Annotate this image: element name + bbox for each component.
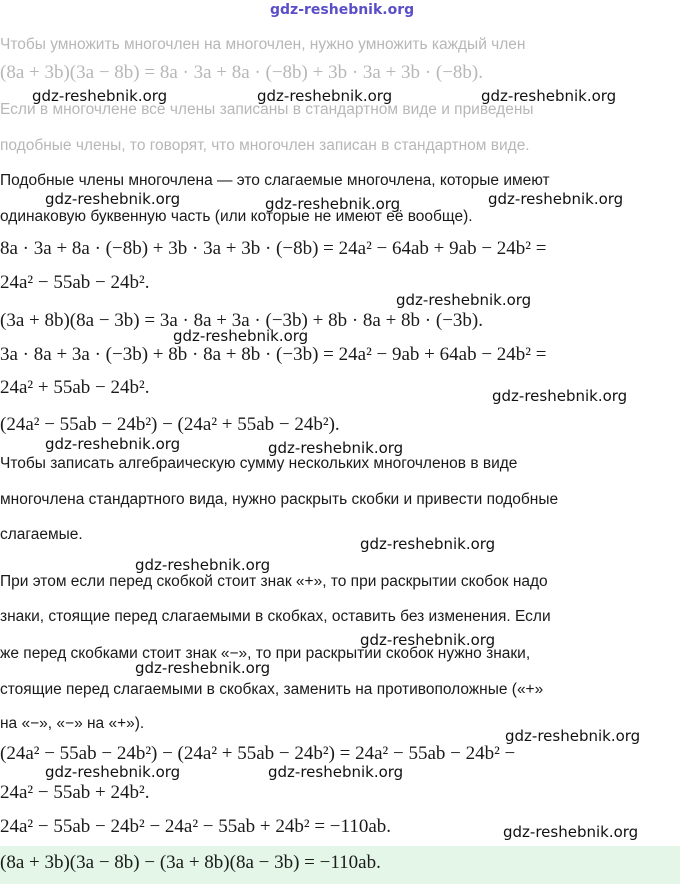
watermark: gdz-reshebnik.org	[360, 631, 496, 649]
watermark: gdz-reshebnik.org	[45, 763, 181, 781]
faded-math-line: (8a + 3b)(3a − 8b) = 8a · 3a + 8a · (−8b) + 3b · 3a + 3b · (−8b).	[0, 62, 483, 83]
watermark: gdz-reshebnik.org	[360, 535, 496, 553]
watermark: gdz-reshebnik.org	[45, 435, 181, 453]
watermark: gdz-reshebnik.org	[135, 659, 271, 677]
watermark: gdz-reshebnik.org	[503, 823, 639, 841]
watermark: gdz-reshebnik.org	[257, 87, 393, 105]
faded-text-line-4: подобные члены, то говорят, что многочлен записан в стандартном виде.	[0, 137, 530, 154]
math-line-4: 3a · 8a + 3a · (−3b) + 8b · 8a + 8b · (−3b) = 24a² − 9ab + 64ab − 24b² =	[0, 344, 547, 365]
math-line-6: (24a² − 55ab − 24b²) − (24a² + 55ab − 24b²).	[0, 414, 340, 435]
watermark: gdz-reshebnik.org	[492, 387, 628, 405]
math-line-9: 24a² − 55ab − 24b² − 24a² − 55ab + 24b² = −110ab.	[0, 816, 392, 837]
math-line-1: 8a · 3a + 8a · (−8b) + 3b · 3a + 3b · (−8b) = 24a² − 64ab + 9ab − 24b² =	[0, 238, 547, 259]
rule-sum-line-1: Чтобы записать алгебраическую сумму нескольких многочленов в виде	[0, 455, 518, 472]
watermark: gdz-reshebnik.org	[268, 439, 404, 457]
site-watermark-top[interactable]: gdz-reshebnik.org	[270, 2, 415, 18]
math-line-3: (3a + 8b)(8a − 3b) = 3a · 8a + 3a · (−3b) + 8b · 8a + 8b · (−3b).	[0, 310, 483, 331]
math-line-7: (24a² − 55ab − 24b²) − (24a² + 55ab − 24b²) = 24a² − 55ab − 24b² −	[0, 743, 516, 764]
watermark: gdz-reshebnik.org	[173, 327, 309, 345]
rule-brackets-line-4: стоящие перед слагаемыми в скобках, заменить на противоположные («+»	[0, 681, 544, 698]
watermark: gdz-reshebnik.org	[488, 190, 624, 208]
rule-brackets-line-2: знаки, стоящие перед слагаемыми в скобках, оставить без изменения. Если	[0, 608, 551, 625]
rule-brackets-line-5: на «−», «−» на «+»).	[0, 715, 145, 732]
watermark: gdz-reshebnik.org	[265, 195, 401, 213]
faded-text-line-3: Если в многочлене все члены записаны в стандартном виде и приведены	[0, 101, 534, 118]
watermark: gdz-reshebnik.org	[32, 87, 168, 105]
math-line-8: 24a² − 55ab + 24b².	[0, 782, 150, 803]
watermark: gdz-reshebnik.org	[135, 556, 271, 574]
definition-line-1: Подобные члены многочлена — это слагаемые многочлена, которые имеют	[0, 172, 550, 189]
watermark: gdz-reshebnik.org	[505, 727, 641, 745]
math-line-2: 24a² − 55ab − 24b².	[0, 272, 150, 293]
rule-sum-line-3: слагаемые.	[0, 526, 83, 543]
rule-sum-line-2: многочлена стандартного вида, нужно раскрыть скобки и привести подобные	[0, 491, 559, 508]
definition-line-2: одинаковую буквенную часть (или которые не имеют её вообще).	[0, 208, 473, 225]
final-answer: (8a + 3b)(3a − 8b) − (3a + 8b)(8a − 3b) = −110ab.	[0, 852, 381, 873]
watermark: gdz-reshebnik.org	[396, 291, 532, 309]
watermark: gdz-reshebnik.org	[481, 87, 617, 105]
watermark: gdz-reshebnik.org	[268, 763, 404, 781]
math-line-5: 24a² + 55ab − 24b².	[0, 377, 150, 398]
faded-text-line-1: Чтобы умножить многочлен на многочлен, нужно умножить каждый член	[0, 36, 526, 53]
rule-brackets-line-1: При этом если перед скобкой стоит знак «+», то при раскрытии скобок надо	[0, 573, 548, 590]
rule-brackets-line-3: же перед скобками стоит знак «−», то при раскрытии скобок нужно знаки,	[0, 645, 531, 662]
watermark: gdz-reshebnik.org	[45, 190, 181, 208]
